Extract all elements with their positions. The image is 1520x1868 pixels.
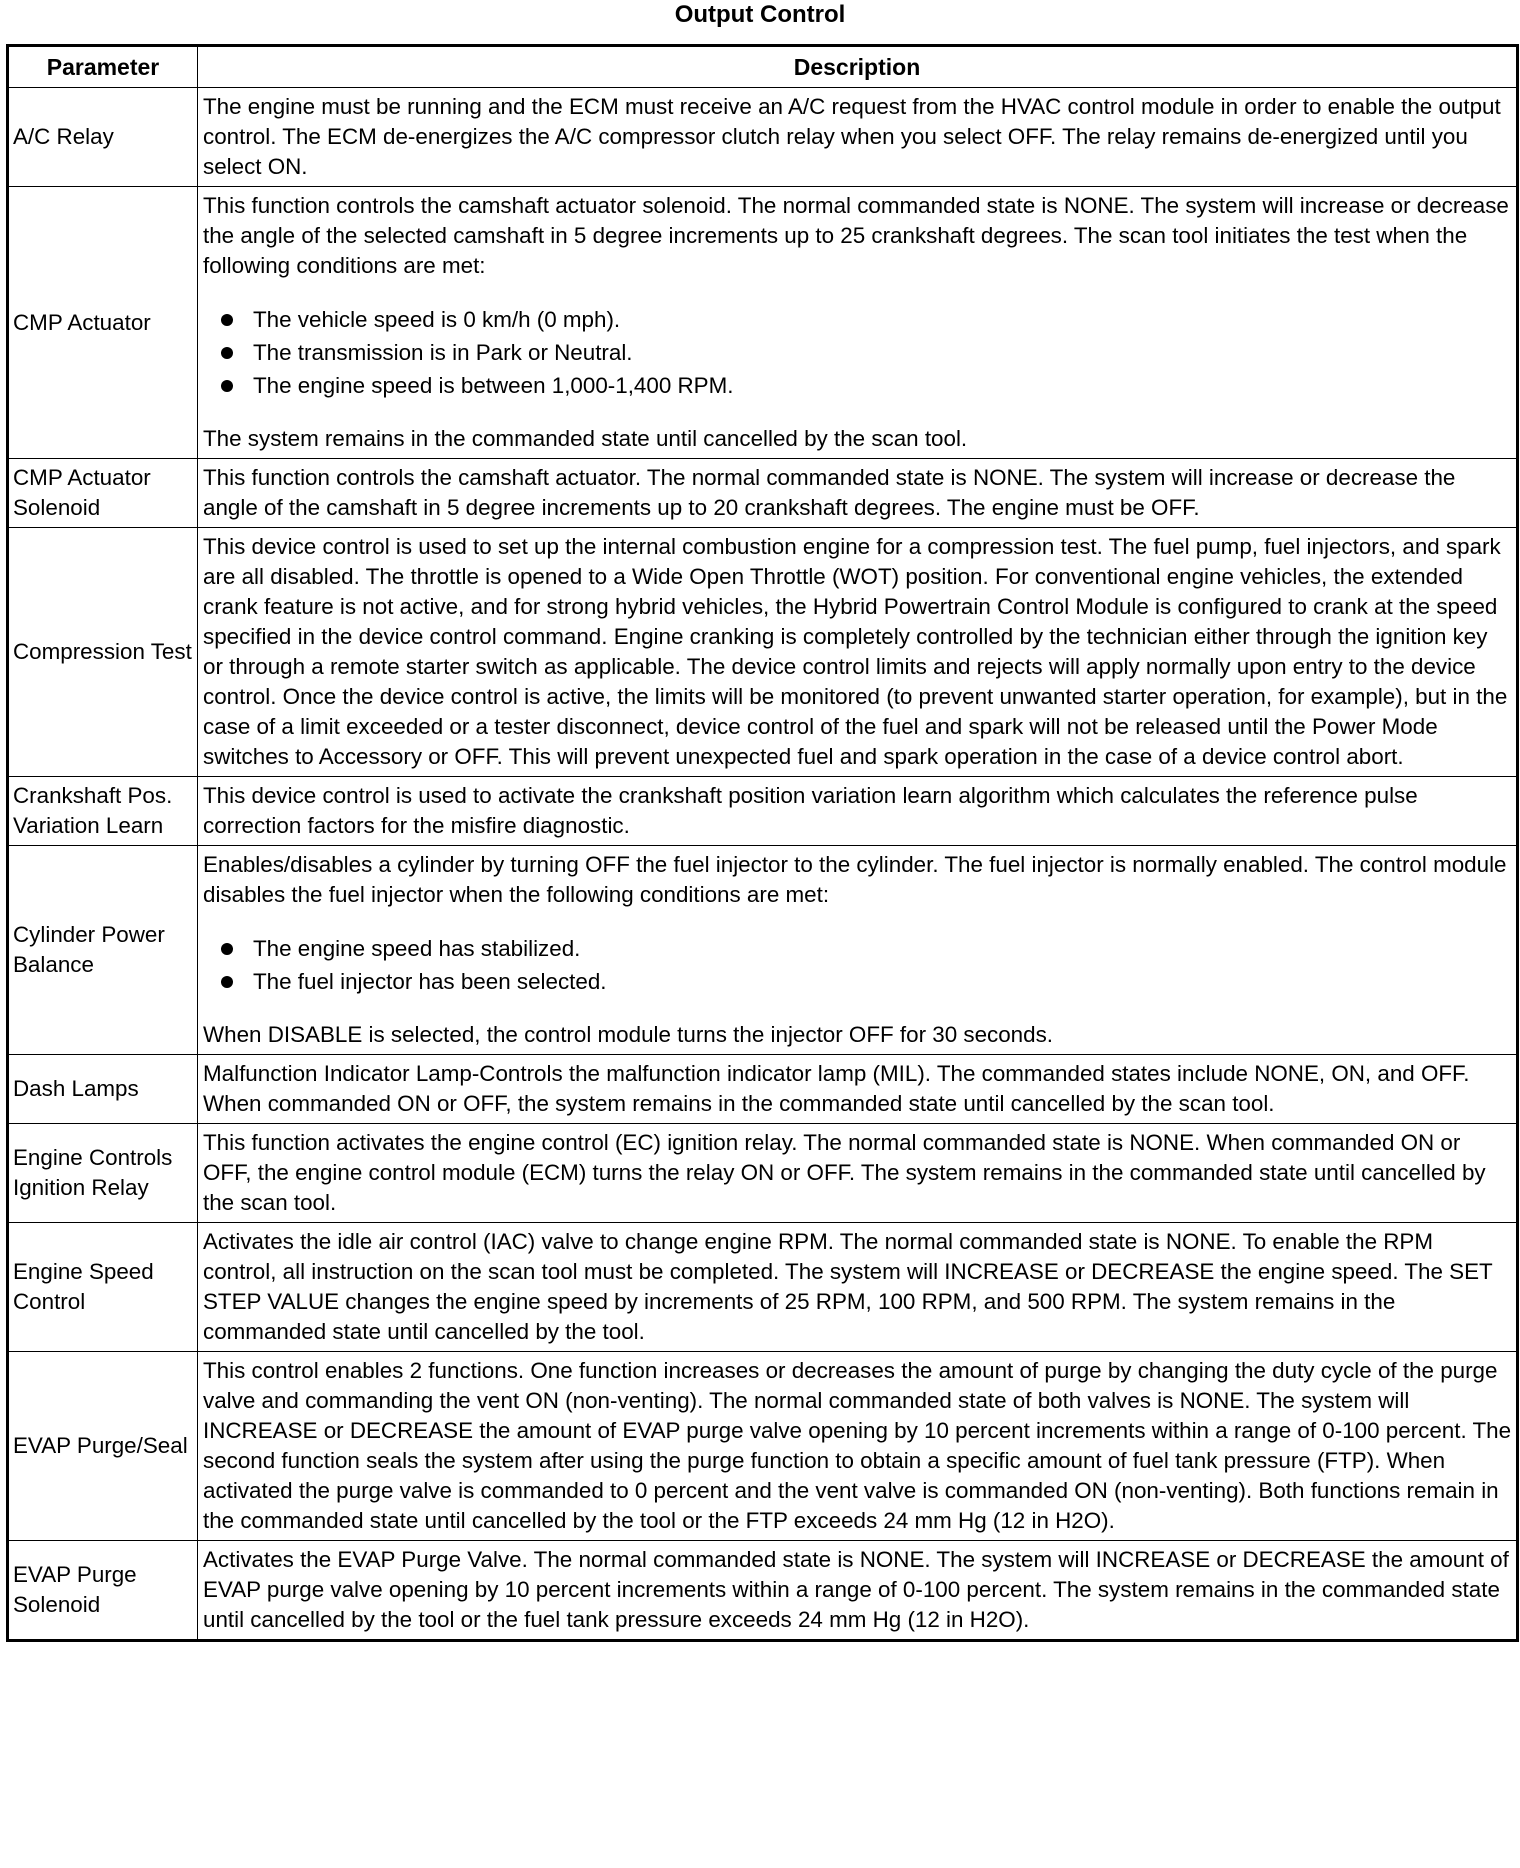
- list-item: [203, 303, 1512, 336]
- description-cell: [198, 1541, 1518, 1641]
- output-control-table: [6, 44, 1519, 1642]
- description-text: Activates the idle air control (IAC) valve to change engine RPM. The normal commanded state is NONE. To enable the RPM control, all instruction on the scan tool must be completed. The system will INCREASE or DECREASE the engine speed. The SET STEP VALUE changes the engine speed by increments of 25 RPM, 100 RPM, and 500 RPM. The system remains in the commanded state until cancelled by the tool.: [203, 1229, 1493, 1344]
- description-outro: When DISABLE is selected, the control module turns the injector OFF for 30 seconds.: [203, 1022, 1054, 1047]
- parameter-cell: EVAP Purge Solenoid: [8, 1541, 198, 1641]
- description-cell: [198, 1124, 1518, 1223]
- description-cell: [198, 777, 1518, 846]
- description-intro: Enables/disables a cylinder by turning OFF the fuel injector to the cylinder. The fuel injector is normally enabled. The control module disables the fuel injector when the following conditions are met:: [203, 852, 1507, 907]
- parameter-cell: Cylinder Power Balance: [8, 846, 198, 1055]
- parameter-cell: Crankshaft Pos. Variation Learn: [8, 777, 198, 846]
- table-row: [8, 528, 1518, 777]
- table-row: [8, 1541, 1518, 1641]
- description-cell: [198, 528, 1518, 777]
- condition-list: [203, 932, 1512, 998]
- list-item-text: The engine speed is between 1,000-1,400 RPM.: [253, 373, 734, 398]
- list-item-text: The vehicle speed is 0 km/h (0 mph).: [253, 307, 621, 332]
- table-row: [8, 1352, 1518, 1541]
- parameter-cell: EVAP Purge/Seal: [8, 1352, 198, 1541]
- description-cell: [198, 1055, 1518, 1124]
- description-text: This function activates the engine control (EC) ignition relay. The normal commanded state is NONE. When commanded ON or OFF, the engine control module (ECM) turns the relay ON or OFF. The system remains in the commanded state until cancelled by the scan tool.: [203, 1130, 1486, 1215]
- parameter-cell: CMP Actuator Solenoid: [8, 459, 198, 528]
- table-row: [8, 88, 1518, 187]
- list-item: [203, 965, 1512, 998]
- table-body: [8, 88, 1518, 1641]
- parameter-cell: CMP Actuator: [8, 187, 198, 459]
- description-text: Malfunction Indicator Lamp-Controls the malfunction indicator lamp (MIL). The commanded states include NONE, ON, and OFF. When commanded ON or OFF, the system remains in the commanded state until cancelled by the scan tool.: [203, 1061, 1470, 1116]
- bullet-icon: [221, 380, 233, 392]
- list-item-text: The engine speed has stabilized.: [253, 936, 581, 961]
- list-item-text: The fuel injector has been selected.: [253, 969, 607, 994]
- description-column-header: Description: [198, 46, 1518, 88]
- bullet-icon: [221, 347, 233, 359]
- table-row: [8, 777, 1518, 846]
- description-cell: [198, 88, 1518, 187]
- description-intro: This function controls the camshaft actuator solenoid. The normal commanded state is NONE. The system will increase or decrease the angle of the selected camshaft in 5 degree increments up to 25 crankshaft degrees. The scan tool initiates the test when the following conditions are met:: [203, 193, 1509, 278]
- description-text: The engine must be running and the ECM must receive an A/C request from the HVAC control module in order to enable the output control. The ECM de-energizes the A/C compressor clutch relay when you select OFF. The relay remains de-energized until you select ON.: [203, 94, 1501, 179]
- list-item: [203, 369, 1512, 402]
- parameter-cell: Dash Lamps: [8, 1055, 198, 1124]
- description-text: This control enables 2 functions. One function increases or decreases the amount of purge by changing the duty cycle of the purge valve and commanding the vent ON (non-venting). The normal commanded state of both valves is NONE. The system will INCREASE or DECREASE the amount of EVAP purge valve opening by 10 percent increments within a range of 0-100 percent. The second function seals the system after using the purge function to obtain a specific amount of fuel tank pressure (FTP). When activated the purge valve is commanded to 0 percent and the vent valve is commanded ON (non-venting). Both functions remain in the commanded state until cancelled by the tool or the FTP exceeds 24 mm Hg (12 in H2O).: [203, 1358, 1512, 1533]
- description-text: This device control is used to activate the crankshaft position variation learn algorithm which calculates the reference pulse correction factors for the misfire diagnostic.: [203, 783, 1418, 838]
- description-cell: [198, 187, 1518, 459]
- parameter-cell: Engine Controls Ignition Relay: [8, 1124, 198, 1223]
- table-row: [8, 1223, 1518, 1352]
- list-item-text: The transmission is in Park or Neutral.: [253, 340, 633, 365]
- description-text: Activates the EVAP Purge Valve. The normal commanded state is NONE. The system will INCREASE or DECREASE the amount of EVAP purge valve opening by 10 percent increments within a range of 0-100 percent. The system remains in the commanded state until cancelled by the tool or the fuel tank pressure exceeds 24 mm Hg (12 in H2O).: [203, 1547, 1509, 1632]
- description-text: This function controls the camshaft actuator. The normal commanded state is NONE. The system will increase or decrease the angle of the camshaft in 5 degree increments up to 20 crankshaft degrees. The engine must be OFF.: [203, 465, 1456, 520]
- description-text: This device control is used to set up the internal combustion engine for a compression test. The fuel pump, fuel injectors, and spark are all disabled. The throttle is opened to a Wide Open Throttle (WOT) position. For conventional engine vehicles, the extended crank feature is not active, and for strong hybrid vehicles, the Hybrid Powertrain Control Module is configured to crank at the speed specified in the device control command. Engine cranking is completely controlled by the technician either through the ignition key or through a remote starter switch as applicable. The device control limits and rejects will apply normally upon entry to the device control. Once the device control is active, the limits will be monitored (to prevent unwanted starter operation, for example), but in the case of a limit exceeded or a tester disconnect, device control of the fuel and spark will not be released until the Power Mode switches to Accessory or OFF. This will prevent unexpected fuel and spark operation in the case of a device control abort.: [203, 534, 1508, 769]
- description-cell: [198, 846, 1518, 1055]
- bullet-icon: [221, 314, 233, 326]
- table-row: [8, 846, 1518, 1055]
- description-cell: [198, 1223, 1518, 1352]
- table-row: [8, 459, 1518, 528]
- parameter-cell: Engine Speed Control: [8, 1223, 198, 1352]
- table-header-row: [8, 46, 1518, 88]
- table-row: [8, 1055, 1518, 1124]
- table-row: [8, 1124, 1518, 1223]
- parameter-cell: A/C Relay: [8, 88, 198, 187]
- table-row: [8, 187, 1518, 459]
- parameter-column-header: Parameter: [8, 46, 198, 88]
- condition-list: [203, 303, 1512, 402]
- parameter-cell: Compression Test: [8, 528, 198, 777]
- description-cell: [198, 1352, 1518, 1541]
- description-cell: [198, 459, 1518, 528]
- list-item: [203, 336, 1512, 369]
- page-title: Output Control: [674, 1, 846, 28]
- list-item: [203, 932, 1512, 965]
- description-outro: The system remains in the commanded state until cancelled by the scan tool.: [203, 426, 968, 451]
- bullet-icon: [221, 976, 233, 988]
- bullet-icon: [221, 943, 233, 955]
